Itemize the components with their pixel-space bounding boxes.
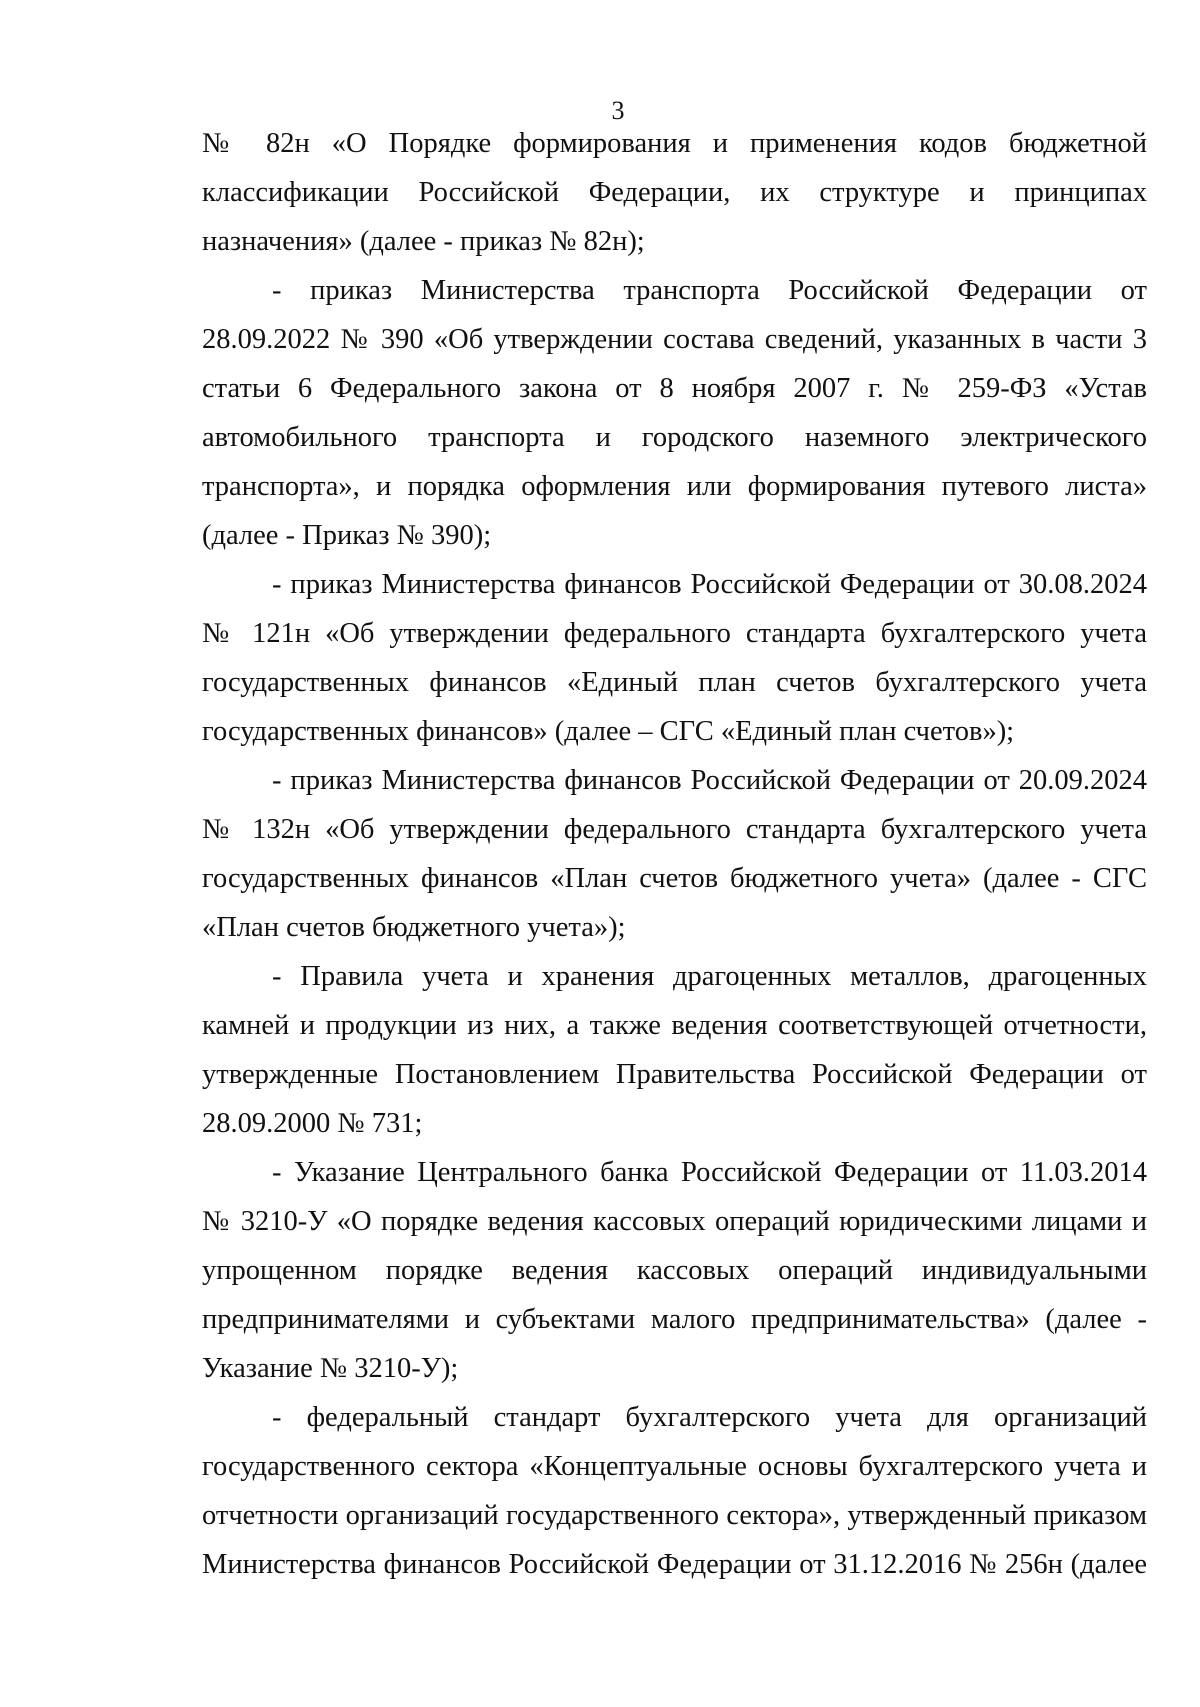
- text-line: - приказ Министерства финансов Российской Федерации от 30.08.2024: [272, 569, 1147, 600]
- text-line: государственного сектора «Концептуальные основы бухгалтерского учета и: [202, 1451, 1147, 1482]
- text-line: Министерства финансов Российской Федерации от 31.12.2016 № 256н (далее: [202, 1549, 1147, 1580]
- document-body-text: [202, 119, 1147, 1589]
- text-line: - приказ Министерства транспорта Российской Федерации от: [272, 275, 1147, 306]
- text-line: назначения» (далее - приказ № 82н);: [202, 226, 645, 257]
- text-line: предпринимателями и субъектами малого предпринимательства» (далее -: [202, 1304, 1147, 1335]
- text-line: 28.09.2000 № 731;: [202, 1108, 423, 1139]
- text-line: утвержденные Постановлением Правительства Российской Федерации от: [202, 1059, 1147, 1090]
- text-line: - Правила учета и хранения драгоценных металлов, драгоценных: [272, 961, 1147, 992]
- text-line: 28.09.2022 № 390 «Об утверждении состава сведений, указанных в части 3: [202, 324, 1147, 355]
- text-line: (далее - Приказ № 390);: [202, 520, 492, 551]
- text-line: автомобильного транспорта и городского наземного электрического: [202, 422, 1147, 453]
- text-line: государственных финансов «Единый план счетов бухгалтерского учета: [202, 667, 1147, 698]
- text-line: транспорта», и порядка оформления или формирования путевого листа»: [202, 471, 1147, 502]
- text-line: статьи 6 Федерального закона от 8 ноября 2007 г. № 259-ФЗ «Устав: [202, 373, 1147, 404]
- text-line: камней и продукции из них, а также ведения соответствующей отчетности,: [202, 1010, 1147, 1041]
- text-line: государственных финансов «План счетов бюджетного учета» (далее - СГС: [202, 863, 1147, 894]
- text-line: № 3210-У «О порядке ведения кассовых операций юридическими лицами и: [202, 1206, 1147, 1237]
- text-line: - федеральный стандарт бухгалтерского учета для организаций: [272, 1402, 1147, 1433]
- text-line: Указание № 3210-У);: [202, 1353, 459, 1384]
- text-line: отчетности организаций государственного сектора», утвержденный приказом: [202, 1500, 1147, 1531]
- text-line: государственных финансов» (далее – СГС «Единый план счетов»);: [202, 716, 1015, 747]
- text-line: - Указание Центрального банка Российской Федерации от 11.03.2014: [272, 1157, 1147, 1188]
- text-line: «План счетов бюджетного учета»);: [202, 912, 626, 943]
- text-line: № 82н «О Порядке формирования и применения кодов бюджетной: [202, 128, 1147, 159]
- text-line: № 132н «Об утверждении федерального стандарта бухгалтерского учета: [202, 814, 1147, 845]
- text-line: - приказ Министерства финансов Российской Федерации от 20.09.2024: [272, 765, 1147, 796]
- text-line: классификации Российской Федерации, их структуре и принципах: [202, 177, 1147, 208]
- text-line: № 121н «Об утверждении федерального стандарта бухгалтерского учета: [202, 618, 1147, 649]
- text-line: упрощенном порядке ведения кассовых операций индивидуальными: [202, 1255, 1147, 1286]
- page-number: 3: [611, 96, 625, 125]
